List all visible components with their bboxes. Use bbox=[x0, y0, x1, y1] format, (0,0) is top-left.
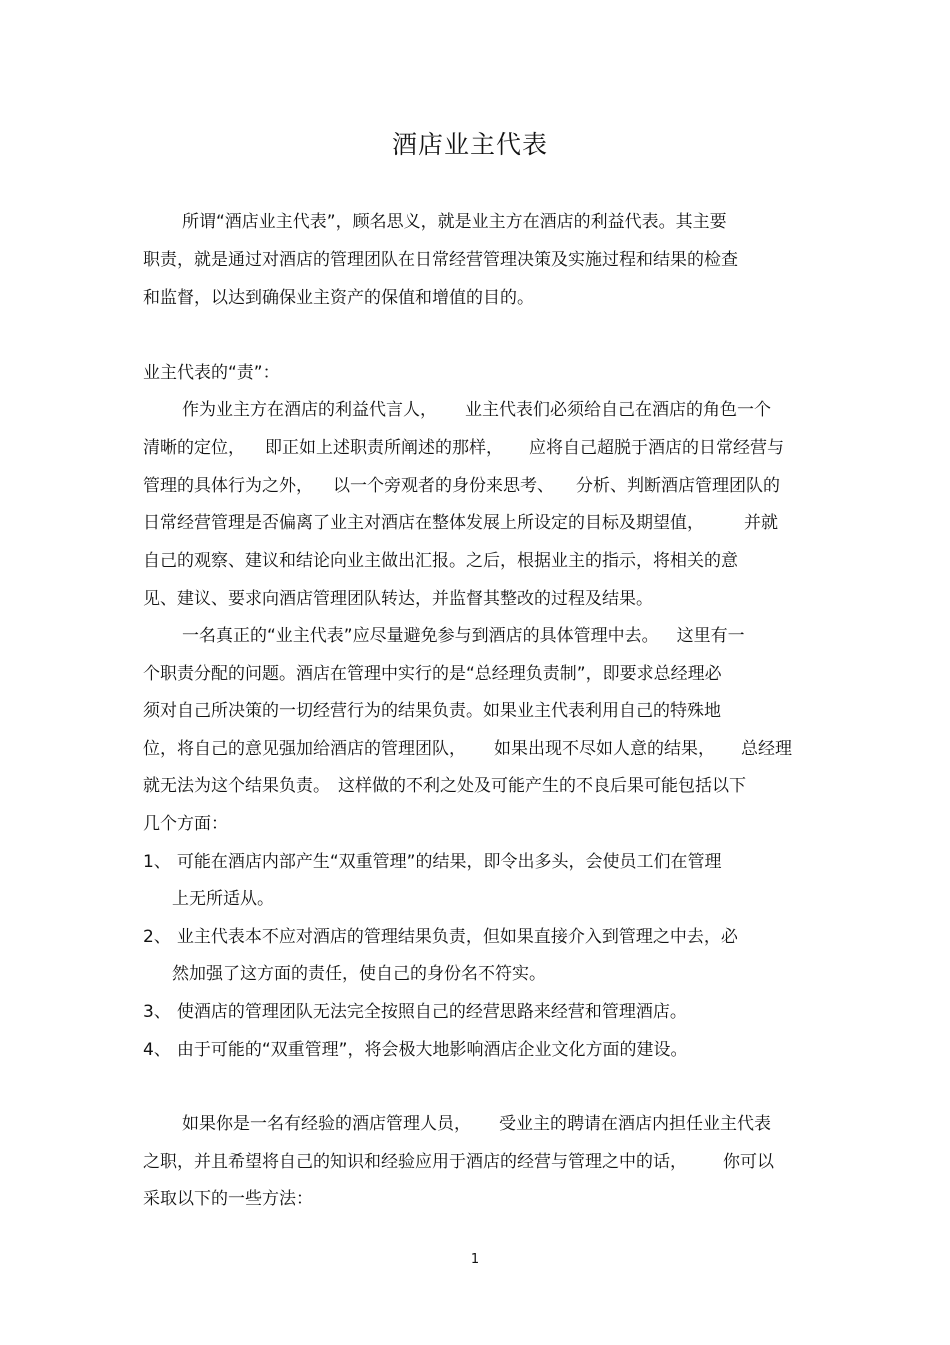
text-segment: 之职，并且希望将自己的知识和经验应用于酒店的经营与管理之中的话， bbox=[143, 1152, 687, 1172]
intro-line-3: 和监督，以达到确保业主资产的保值和增值的目的。 bbox=[143, 288, 534, 308]
list-item-2-cont: 然加强了这方面的责任，使自己的身份名不符实。 bbox=[172, 964, 546, 984]
list-marker: 2、 bbox=[143, 927, 171, 947]
para1-line-2 bbox=[143, 438, 784, 458]
text-segment: 如果出现不尽如人意的结果， bbox=[494, 739, 715, 759]
para2-line-4 bbox=[143, 739, 792, 759]
list-item-1-cont: 上无所适从。 bbox=[172, 889, 274, 909]
list-marker: 3、 bbox=[143, 1002, 171, 1022]
text-segment: 这样做的不利之处及可能产生的不良后果可能包括以下 bbox=[338, 776, 746, 796]
para1-line-1 bbox=[182, 400, 771, 420]
para1-line-6: 见、建议、要求向酒店管理团队转达，并监督其整改的过程及结果。 bbox=[143, 589, 653, 609]
list-text: 由于可能的“双重管理”，将会极大地影响酒店企业文化方面的建设。 bbox=[176, 1040, 688, 1060]
para3-line-2 bbox=[143, 1152, 774, 1172]
text-segment: 你可以 bbox=[723, 1152, 774, 1172]
text-segment: 以一个旁观者的身份来思考、 bbox=[333, 476, 554, 496]
text-segment: 位，将自己的意见强加给酒店的管理团队， bbox=[143, 739, 466, 759]
list-item-2 bbox=[143, 927, 738, 947]
intro-line-1: 所谓“酒店业主代表”，顾名思义，就是业主方在酒店的利益代表。其主要 bbox=[182, 212, 727, 232]
text-segment: 如果你是一名有经验的酒店管理人员， bbox=[182, 1114, 471, 1134]
para1-line-3 bbox=[143, 476, 780, 496]
text-segment: 应将自己超脱于酒店的日常经营与 bbox=[529, 438, 784, 458]
para3-line-3: 采取以下的一些方法： bbox=[143, 1189, 313, 1209]
text-segment: 总经理 bbox=[741, 739, 792, 759]
text-segment: 一名真正的“业主代表”应尽量避免参与到酒店的具体管理中去。 bbox=[182, 626, 659, 646]
text-segment: 作为业主方在酒店的利益代言人， bbox=[182, 400, 437, 420]
para1-line-5: 自己的观察、建议和结论向业主做出汇报。之后，根据业主的指示，将相关的意 bbox=[143, 551, 738, 571]
intro-line-2: 职责，就是通过对酒店的管理团队在日常经营管理决策及实施过程和结果的检查 bbox=[143, 250, 738, 270]
list-item-3 bbox=[143, 1002, 687, 1022]
text-segment: 业主代表们必须给自己在酒店的角色一个 bbox=[465, 400, 771, 420]
para2-line-6: 几个方面： bbox=[143, 814, 228, 834]
list-text: 使酒店的管理团队无法完全按照自己的经营思路来经营和管理酒店。 bbox=[176, 1002, 687, 1022]
para2-line-3: 须对自己所决策的一切经营行为的结果负责。如果业主代表利用自己的特殊地 bbox=[143, 701, 721, 721]
document-title: 酒店业主代表 bbox=[391, 130, 548, 159]
list-marker: 4、 bbox=[143, 1040, 171, 1060]
section-heading: 业主代表的“责”： bbox=[143, 363, 280, 383]
list-text: 业主代表本不应对酒店的管理结果负责，但如果直接介入到管理之中去，必 bbox=[176, 927, 738, 947]
text-segment: 受业主的聘请在酒店内担任业主代表 bbox=[499, 1114, 771, 1134]
para2-line-2: 个职责分配的问题。酒店在管理中实行的是“总经理负责制”，即要求总经理必 bbox=[143, 664, 722, 684]
para2-line-1 bbox=[182, 626, 745, 646]
para1-line-4 bbox=[143, 513, 778, 533]
para2-line-5 bbox=[143, 776, 746, 796]
list-text: 可能在酒店内部产生“双重管理”的结果，即令出多头，会使员工们在管理 bbox=[176, 852, 722, 872]
text-segment: 管理的具体行为之外， bbox=[143, 476, 313, 496]
list-marker: 1、 bbox=[143, 852, 171, 872]
page-number: 1 bbox=[470, 1252, 480, 1267]
text-segment: 就无法为这个结果负责。 bbox=[143, 776, 330, 796]
text-segment: 分析、判断酒店管理团队的 bbox=[576, 476, 780, 496]
text-segment: 日常经营管理是否偏离了业主对酒店在整体发展上所设定的目标及期望值， bbox=[143, 513, 704, 533]
list-item-1 bbox=[143, 852, 721, 872]
text-segment: 并就 bbox=[744, 513, 778, 533]
list-item-4 bbox=[143, 1040, 687, 1060]
text-segment: 这里有一 bbox=[676, 626, 745, 646]
para3-line-1 bbox=[182, 1114, 771, 1134]
text-segment: 清晰的定位， bbox=[143, 438, 245, 458]
text-segment: 即正如上述职责所阐述的那样， bbox=[265, 438, 503, 458]
